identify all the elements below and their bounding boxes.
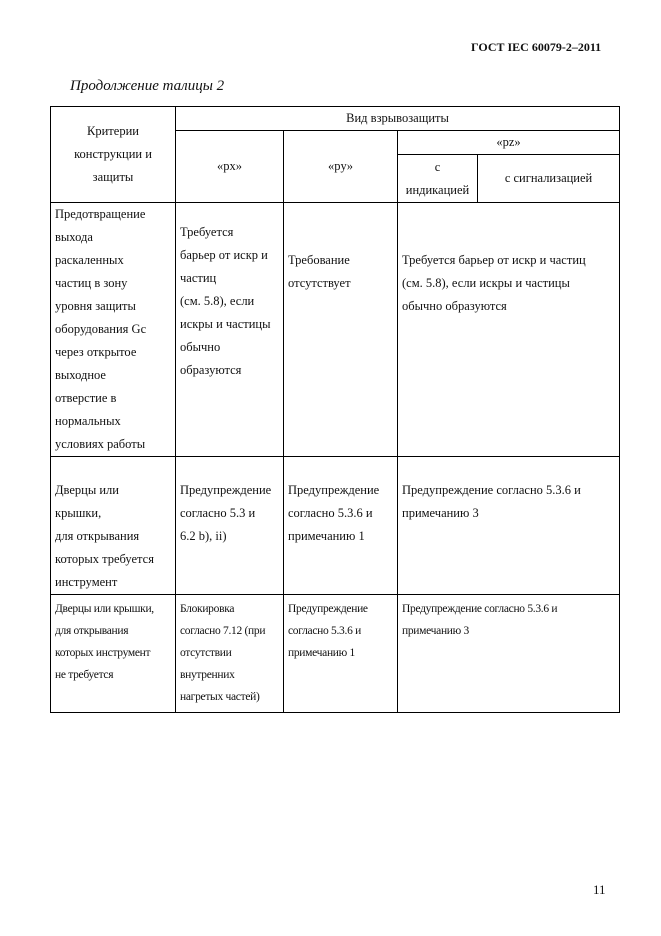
row-px-cell: Блокировка согласно 7.12 (при отсутствии внутренних нагретых частей) xyxy=(176,595,284,713)
table-caption: Продолжение талицы 2 xyxy=(70,78,225,94)
header-py: «py» xyxy=(284,131,398,203)
header-protection-type: Вид взрывозащиты xyxy=(176,107,620,131)
row-criteria-cell: Дверцы или крышки, для открывания которых требуется инструмент xyxy=(51,457,176,595)
header-criteria: Критерии конструкции и защиты xyxy=(51,107,176,203)
standard-designation: ГОСТ IEC 60079-2–2011 xyxy=(471,40,602,54)
row-criteria-cell: Предотвращение выхода раскаленных частиц в зону уровня защиты оборудования Gc через открытое выходное отверстие в нормальных условиях работы xyxy=(51,203,176,457)
row-py-cell: Требование отсутствует xyxy=(284,203,398,457)
header-pz-signal: с сигнализацией xyxy=(478,155,620,203)
header-px: «px» xyxy=(176,131,284,203)
header-pz: «pz» xyxy=(398,131,620,155)
row-pz-cell: Требуется барьер от искр и частиц (см. 5.8), если искры и частицы обычно образуются xyxy=(398,203,620,457)
header-pz-indication: с индикацией xyxy=(398,155,478,203)
requirements-table xyxy=(50,106,620,713)
row-pz-cell: Предупреждение согласно 5.3.6 и примечанию 3 xyxy=(398,595,620,713)
row-pz-cell: Предупреждение согласно 5.3.6 и примечанию 3 xyxy=(398,457,620,595)
row-criteria-cell: Дверцы или крышки, для открывания которых инструмент не требуется xyxy=(51,595,176,713)
table-row xyxy=(51,457,620,595)
table-row xyxy=(51,595,620,713)
row-py-cell: Предупреждение согласно 5.3.6 и примечанию 1 xyxy=(284,595,398,713)
page-number: 11 xyxy=(593,882,606,897)
row-px-cell: Предупреждение согласно 5.3 и 6.2 b), ii) xyxy=(176,457,284,595)
table-header-row xyxy=(51,107,620,131)
table-row xyxy=(51,203,620,457)
row-py-cell: Предупреждение согласно 5.3.6 и примечанию 1 xyxy=(284,457,398,595)
row-px-cell: Требуется барьер от искр и частиц (см. 5.8), если искры и частицы обычно образуются xyxy=(176,203,284,457)
